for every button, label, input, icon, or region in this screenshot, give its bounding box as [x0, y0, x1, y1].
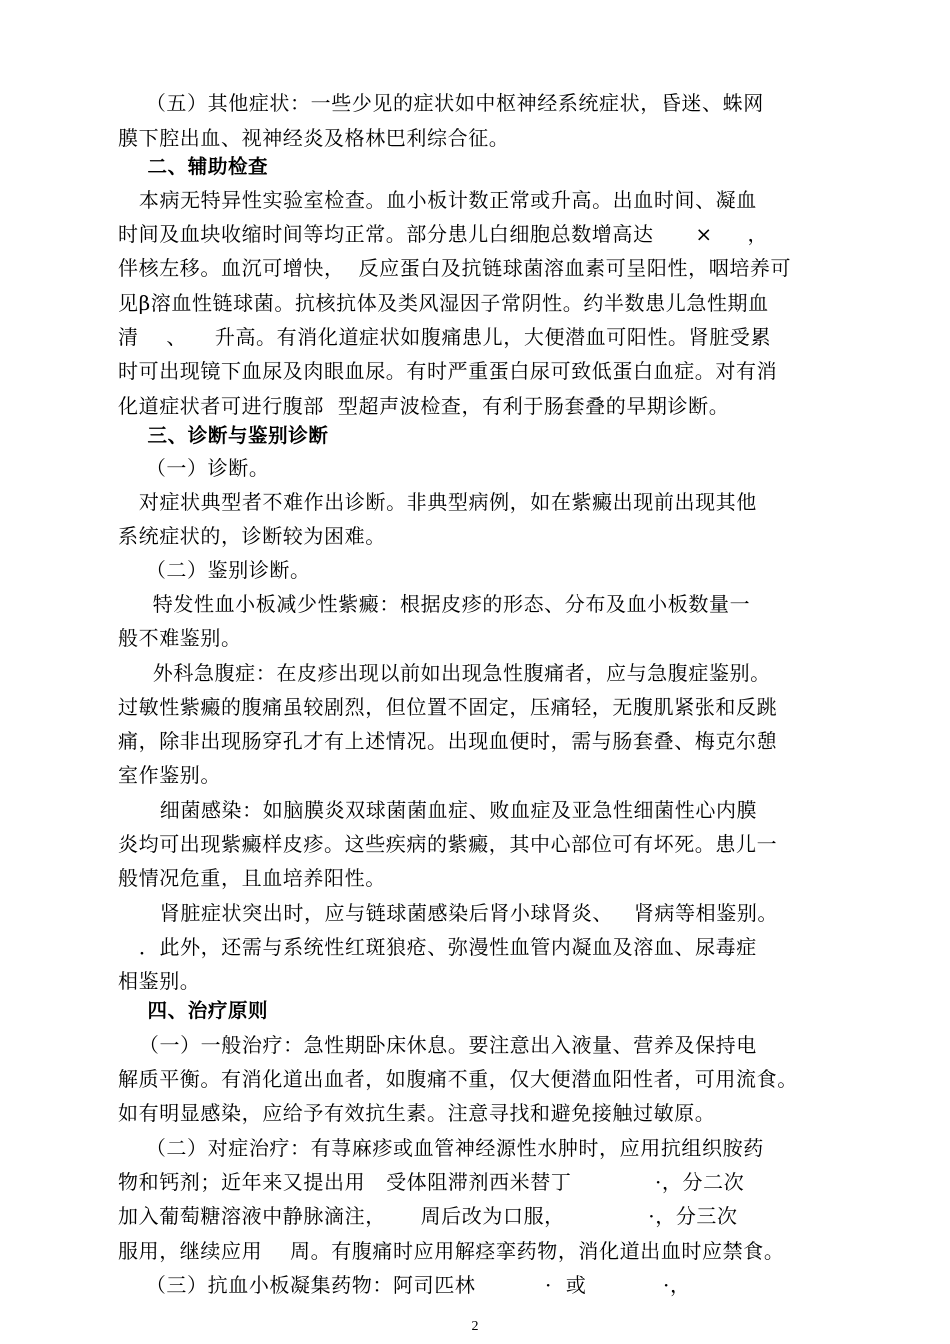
text-line: 服用，继续应用 周。有腹痛时应用解痉挛药物，消化道出血时应禁食。: [118, 1239, 785, 1263]
text-line: 外科急腹症：在皮疹出现以前如出现急性腹痛者，应与急腹症鉴别。: [118, 661, 771, 685]
text-line: 膜下腔出血、视神经炎及格林巴利综合征。: [118, 126, 510, 150]
text-line: 如有明显感染，应给予有效抗生素。注意寻找和避免接触过敏原。: [118, 1101, 716, 1125]
page-number: 2: [471, 1319, 479, 1334]
subsection-heading: （二）鉴别诊断。: [118, 558, 311, 582]
text-line: 过敏性紫癜的腹痛虽较剧烈，但位置不固定，压痛轻，无腹肌紧张和反跳: [118, 695, 778, 719]
text-line: 相鉴别。: [118, 969, 201, 993]
text-line: 般不难鉴别。: [118, 626, 242, 650]
text-line: 对症状典型者不难作出诊断。非典型病例，如在紫癜出现前出现其他: [118, 490, 757, 514]
text-line: 系统症状的，诊断较为困难。: [118, 524, 386, 548]
text-line: 物和钙剂；近年来又提出用 受体阻滞剂西米替丁 ·，分二次: [118, 1170, 745, 1194]
text-line: 炎均可出现紫癜样皮疹。这些疾病的紫癜，其中心部位可有坏死。患儿一: [118, 832, 778, 856]
section-heading: 二、辅助检查: [118, 155, 269, 178]
text-line: 化道症状者可进行腹部 型超声波检查，有利于肠套叠的早期诊断。: [118, 394, 730, 418]
text-line: ．此外，还需与系统性红斑狼疮、弥漫性血管内凝血及溶血、尿毒症: [118, 935, 757, 959]
text-line: 清 、 升高。有消化道症状如腹痛患儿，大便潜血可阳性。肾脏受累: [118, 325, 772, 349]
text-line: 般情况危重，且血培养阳性。: [118, 866, 386, 890]
text-line: 本病无特异性实验室检查。血小板计数正常或升高。出血时间、凝血: [118, 188, 757, 212]
text-line: 肾脏症状突出时，应与链球菌感染后肾小球肾炎、 肾病等相鉴别。: [118, 901, 779, 925]
text-line: （二）对症治疗：有荨麻疹或血管神经源性水肿时，应用抗组织胺药: [118, 1136, 764, 1160]
text-line: 加入葡萄糖溶液中静脉滴注， 周后改为口服， ·，分三次: [118, 1204, 738, 1228]
text-line: 室作鉴别。: [118, 763, 221, 787]
text-line: （三）抗血小板凝集药物：阿司匹林 · 或 ·，: [118, 1273, 691, 1297]
text-line: （五）其他症状：一些少见的症状如中枢神经系统症状，昏迷、蛛网: [118, 91, 764, 115]
text-line: （一）一般治疗：急性期卧床休息。要注意出入液量、营养及保持电: [118, 1033, 757, 1057]
text-line: 特发性血小板减少性紫癜：根据皮疹的形态、分布及血小板数量一: [118, 592, 751, 616]
text-line: 痛，除非出现肠穿孔才有上述情况。出现血便时，需与肠套叠、梅克尔憩: [118, 729, 778, 753]
text-line: 伴核左移。血沉可增快， 反应蛋白及抗链球菌溶血素可呈阳性，咽培养可: [118, 256, 792, 280]
text-line: 细菌感染：如脑膜炎双球菌菌血症、败血症及亚急性细菌性心内膜: [118, 798, 758, 822]
text-line: 解质平衡。有消化道出血者，如腹痛不重，仅大便潜血阳性者，可用流食。: [118, 1067, 798, 1091]
text-line: 见β溶血性链球菌。抗核抗体及类风湿因子常阴性。约半数患儿急性期血: [118, 291, 769, 315]
section-heading: 三、诊断与鉴别诊断: [118, 424, 329, 447]
section-heading: 四、治疗原则: [118, 999, 269, 1022]
text-line: 时可出现镜下血尿及肉眼血尿。有时严重蛋白尿可致低蛋白血症。对有消: [118, 359, 778, 383]
subsection-heading: （一）诊断。: [118, 456, 270, 480]
text-line: 时间及血块收缩时间等均正常。部分患儿白细胞总数增高达 × ，: [118, 222, 769, 246]
